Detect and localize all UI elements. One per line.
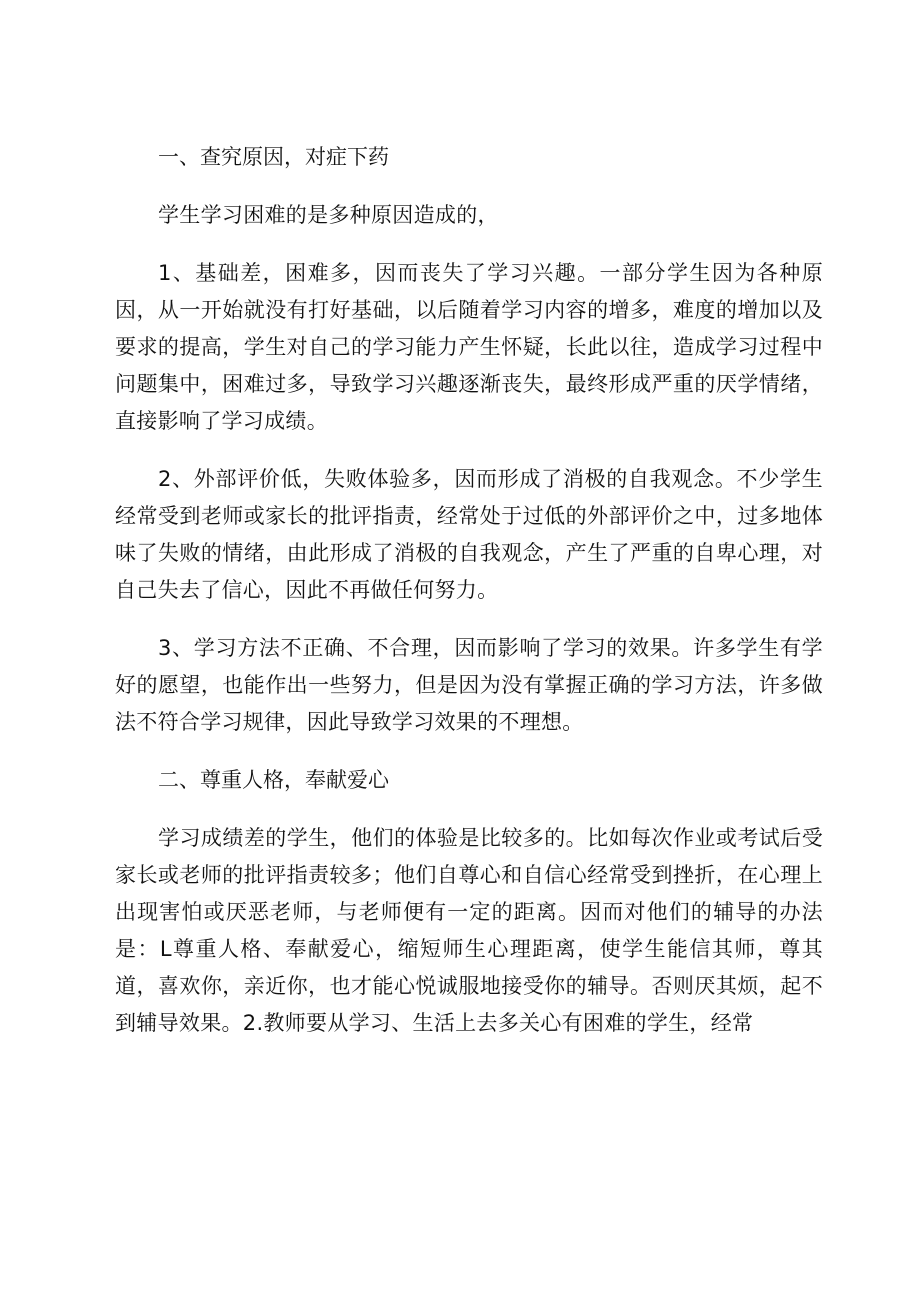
section-1-heading: 一、查究原因，对症下药 xyxy=(158,145,389,169)
intro-paragraph: 学生学习困难的是多种原因造成的， xyxy=(158,203,499,227)
document-body xyxy=(115,139,823,1042)
section-2-paragraph: 学习成绩差的学生，他们的体验是比较多的。比如每次作业或考试后受家长或老师的批评指责较多；他们自尊心和自信心经常受到挫折，在心理上出现害怕或厌恶老师，与老师便有一定的距离。因而对他们的辅导的办法是：L尊重人格、奉献爱心，缩短师生心理距离，使学生能信其师，尊其道，喜欢你，亲近你，也才能心悦诚服地接受你的辅导。否则厌其烦，起不到辅导效果。2.教师要从学习、生活上去多关心有困难的学生，经常 xyxy=(115,826,823,1035)
section-2-heading: 二、尊重人格，奉献爱心 xyxy=(158,768,389,792)
point-2-paragraph: 2、外部评价低，失败体验多，因而形成了消极的自我观念。不少学生经常受到老师或家长的批评指责，经常处于过低的外部评价之中，过多地体味了失败的情绪，由此形成了消极的自我观念，产生了严重的自卑心理，对自己失去了信心，因此不再做任何努力。 xyxy=(115,467,823,602)
point-3-paragraph: 3、学习方法不正确、不合理，因而影响了学习的效果。许多学生有学好的愿望，也能作出一些努力，但是因为没有掌握正确的学习方法，许多做法不符合学习规律，因此导致学习效果的不理想。 xyxy=(115,636,823,734)
point-1-paragraph: 1、基础差，困难多，因而丧失了学习兴趣。一部分学生因为各种原因，从一开始就没有打好基础，以后随着学习内容的增多，难度的增加以及要求的提高，学生对自己的学习能力产生怀疑，长此以往，造成学习过程中问题集中，困难过多，导致学习兴趣逐渐丧失，最终形成严重的厌学情绪，直接影响了学习成绩。 xyxy=(115,261,823,433)
